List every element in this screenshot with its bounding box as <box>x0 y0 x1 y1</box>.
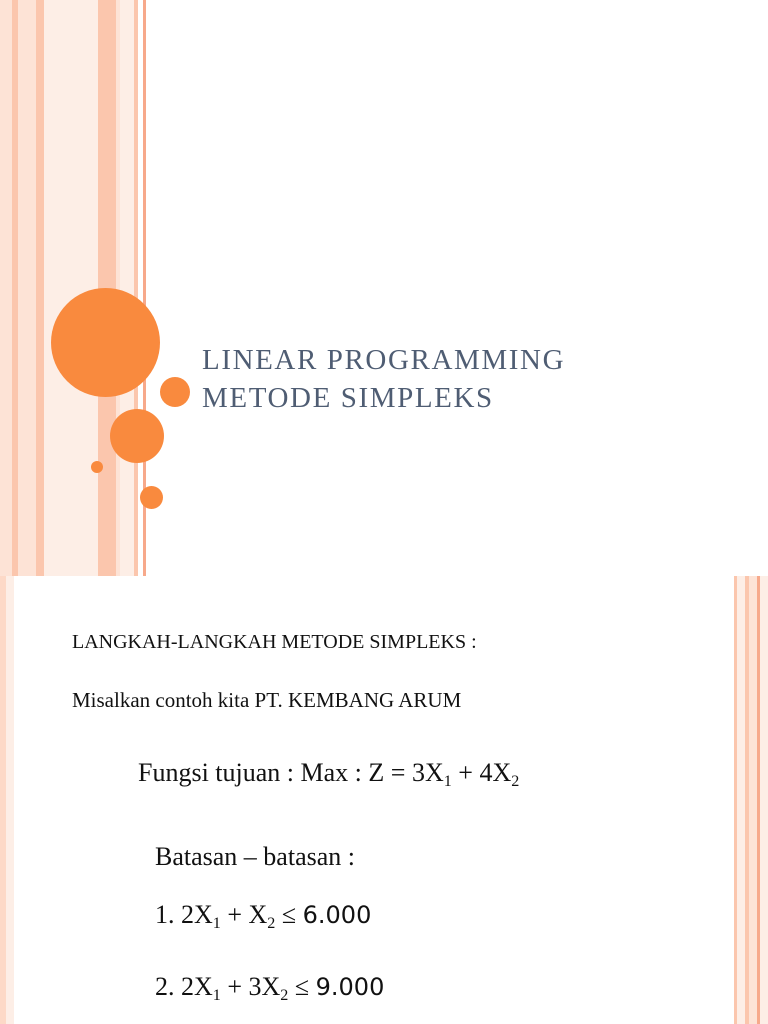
constraints-label: Batasan – batasan : <box>155 842 355 871</box>
constraint-2-le: ≤ <box>288 972 316 1001</box>
decor-stripe <box>0 0 12 576</box>
title-line-1: LINEAR PROGRAMMING <box>202 344 566 376</box>
constraint-2-sub-2: 2 <box>280 987 289 1005</box>
constraint-1 <box>155 900 372 933</box>
objective-label: Fungsi tujuan : Max : Z = 3X <box>138 758 444 787</box>
constraint-1-le: ≤ <box>275 900 303 929</box>
constraint-1-rhs: 6.000 <box>302 901 372 929</box>
objective-sub-1: 1 <box>443 773 452 791</box>
constraint-1-sub-1: 1 <box>212 915 221 933</box>
constraint-2-mid: + 3X <box>220 972 281 1001</box>
decor-stripe <box>134 0 138 576</box>
decor-stripe-right <box>737 576 745 1024</box>
decor-circle-small <box>140 486 163 509</box>
constraint-1-sub-2: 2 <box>267 915 276 933</box>
constraint-2-lhs: 2. 2X <box>155 972 213 1001</box>
decor-stripe <box>120 0 134 576</box>
decor-stripe <box>36 0 44 576</box>
constraint-1-lhs: 1. 2X <box>155 900 213 929</box>
objective-function <box>138 758 520 791</box>
decor-circle-tiny <box>91 461 103 473</box>
constraint-2-rhs: 9.000 <box>315 973 385 1001</box>
constraint-2-sub-1: 1 <box>212 987 221 1005</box>
objective-sub-2: 2 <box>511 773 520 791</box>
title-line-2: METODE SIMPLEKS <box>202 382 494 414</box>
constraint-2 <box>155 972 385 1005</box>
steps-heading: LANGKAH-LANGKAH METODE SIMPLEKS : <box>72 631 477 653</box>
example-text: Misalkan contoh kita PT. KEMBANG ARUM <box>72 688 462 712</box>
content-slide <box>0 576 768 1024</box>
decor-circle-large <box>51 288 160 397</box>
decor-circle-small <box>160 377 190 407</box>
decor-stripe <box>44 0 98 576</box>
decor-stripe-left <box>6 576 14 1024</box>
objective-mid: + 4X <box>451 758 512 787</box>
decor-stripe-right <box>760 576 768 1024</box>
decor-stripe <box>18 0 36 576</box>
constraint-1-mid: + X <box>220 900 268 929</box>
decor-circle-medium <box>110 409 164 463</box>
decor-stripe-right <box>749 576 757 1024</box>
